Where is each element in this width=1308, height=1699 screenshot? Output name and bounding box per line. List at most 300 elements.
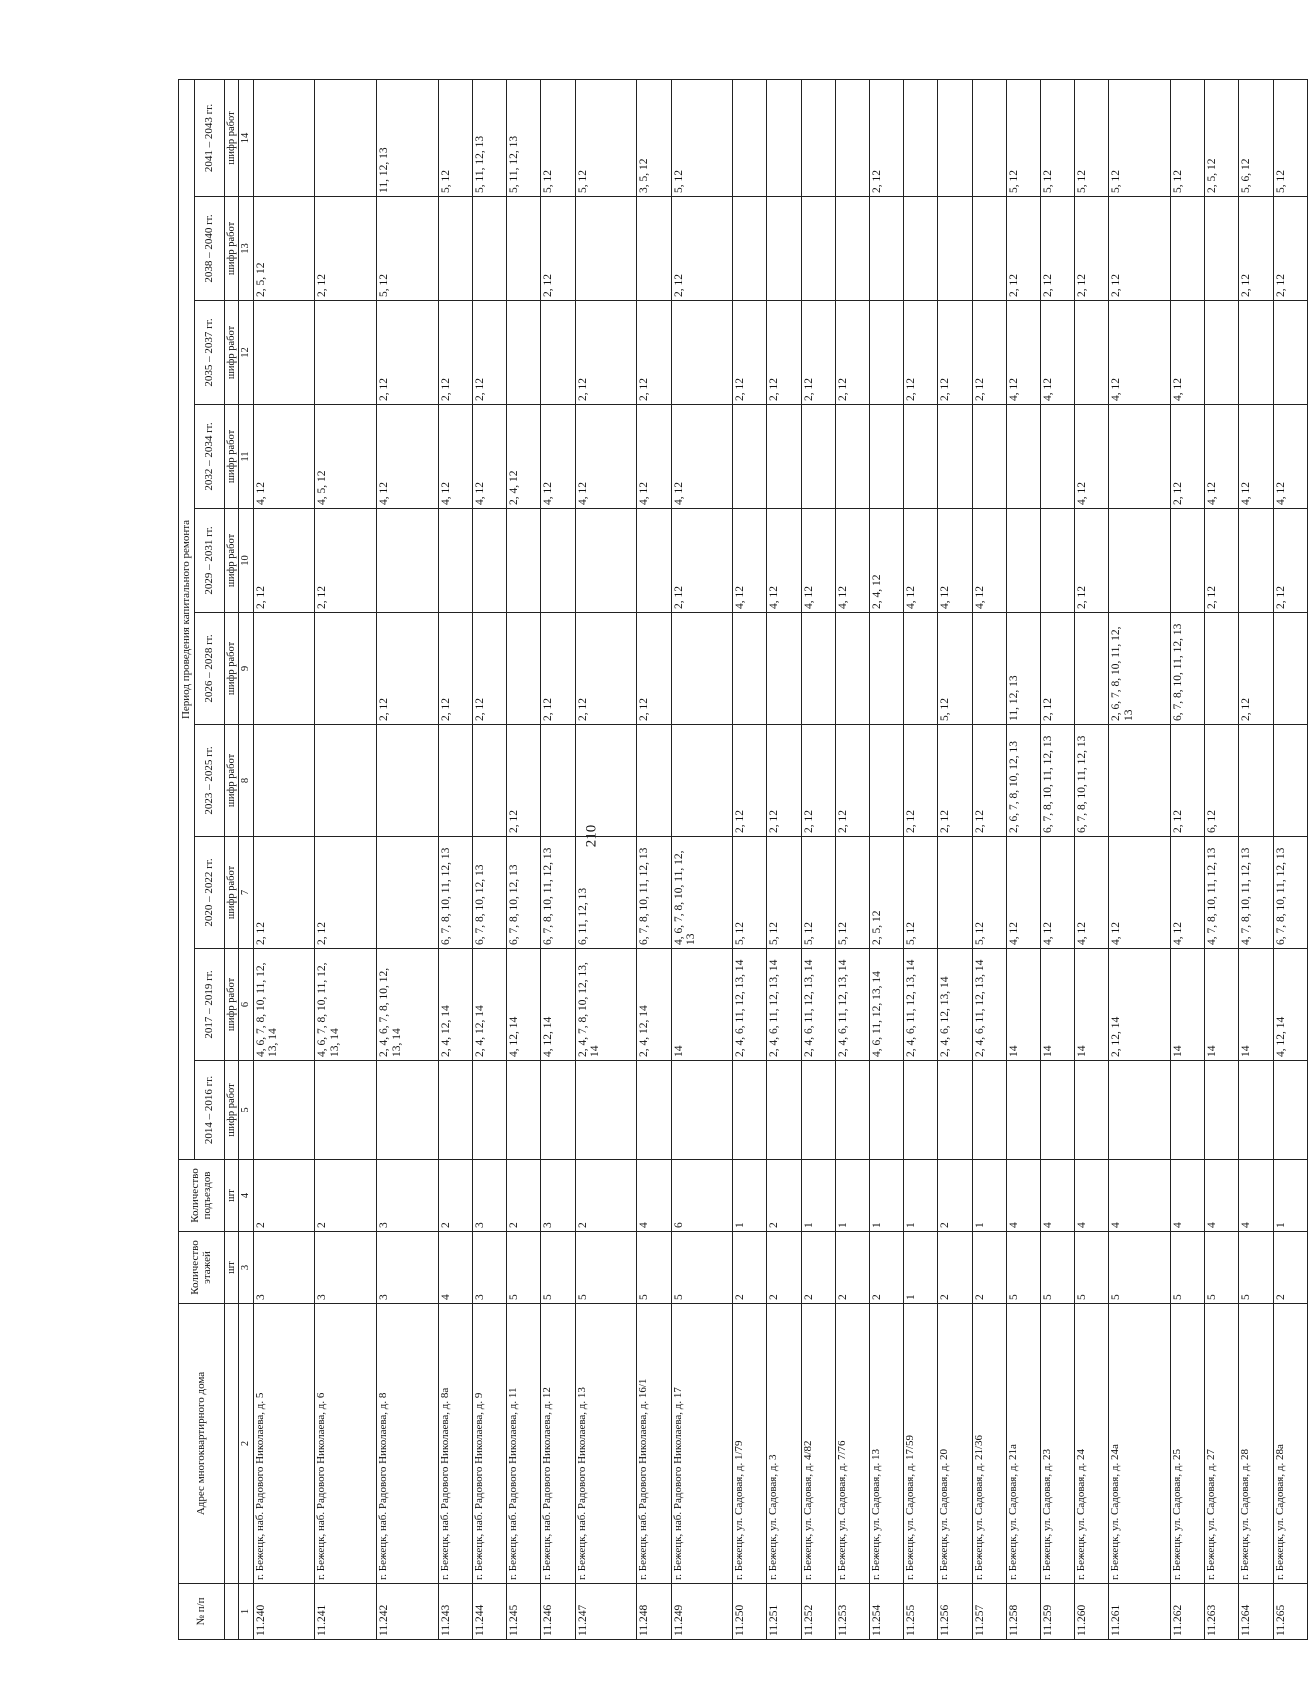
header-col-number: 6: [239, 949, 253, 1061]
header-col-number: 11: [239, 405, 253, 509]
row-number: 11.248: [637, 1584, 671, 1640]
floors-cell: 2: [938, 1232, 972, 1304]
header-period-3: 2020 – 2022 гг.: [195, 837, 225, 949]
work-code-cell: 2, 4, 12, 14: [637, 949, 671, 1061]
header-period-7: 2032 – 2034 гг.: [195, 405, 225, 509]
address-cell: г. Бежецк, ул. Садовая, д. 28: [1239, 1304, 1273, 1584]
work-code-cell: [575, 509, 637, 613]
page-number: 210: [583, 824, 600, 848]
work-code-cell: 4, 6, 11, 12, 13, 14: [870, 949, 904, 1061]
work-code-cell: 2, 12: [377, 301, 439, 405]
work-code-cell: [904, 1061, 938, 1160]
work-code-cell: 2, 5, 12: [870, 837, 904, 949]
work-code-cell: 14: [1171, 949, 1205, 1061]
work-code-cell: 5, 12: [1040, 79, 1074, 196]
work-code-cell: 2, 12: [315, 197, 377, 301]
work-code-cell: [1040, 1061, 1074, 1160]
work-code-cell: [473, 509, 507, 613]
entrances-cell: 3: [541, 1160, 575, 1232]
work-code-cell: [1075, 613, 1109, 725]
work-code-cell: 4, 12: [1075, 405, 1109, 509]
work-code-cell: 5, 12: [1109, 79, 1171, 196]
header-unit-work: шифр работ: [225, 725, 239, 837]
address-cell: г. Бежецк, ул. Садовая, д. 3: [767, 1304, 801, 1584]
work-code-cell: 2, 12: [575, 301, 637, 405]
work-code-cell: 4, 7, 8, 10, 11, 12, 13: [1239, 837, 1273, 949]
work-code-cell: 2, 4, 12: [507, 405, 541, 509]
entrances-cell: 4: [1109, 1160, 1171, 1232]
work-code-cell: [507, 1061, 541, 1160]
work-code-cell: 6, 7, 8, 10, 11, 12, 13: [438, 837, 472, 949]
row-number: 11.254: [870, 1584, 904, 1640]
address-cell: г. Бежецк, наб. Радового Николаева, д. 9: [473, 1304, 507, 1584]
work-code-cell: 5, 11, 12, 13: [507, 79, 541, 196]
address-cell: г. Бежецк, ул. Садовая, д. 21а: [1006, 1304, 1040, 1584]
header-unit-work: шифр работ: [225, 949, 239, 1061]
entrances-cell: 4: [637, 1160, 671, 1232]
work-code-cell: [315, 725, 377, 837]
work-code-cell: 4, 6, 7, 8, 10, 11, 12, 13: [671, 837, 733, 949]
work-code-cell: [1273, 1061, 1307, 1160]
header-unit-entrances: шт: [225, 1160, 239, 1232]
work-code-cell: [377, 1061, 439, 1160]
work-code-cell: [938, 837, 972, 949]
work-code-cell: 4, 12: [1006, 837, 1040, 949]
address-cell: г. Бежецк, ул. Садовая, д. 21/36: [972, 1304, 1006, 1584]
row-number: 11.259: [1040, 1584, 1074, 1640]
work-code-cell: [1205, 197, 1239, 301]
work-code-cell: [575, 1061, 637, 1160]
entrances-cell: 2: [438, 1160, 472, 1232]
work-code-cell: 5, 12: [671, 79, 733, 196]
entrances-cell: 4: [1075, 1160, 1109, 1232]
work-code-cell: 14: [1239, 949, 1273, 1061]
work-code-cell: 4, 12: [377, 405, 439, 509]
work-code-cell: 2, 12: [1273, 197, 1307, 301]
floors-cell: 2: [870, 1232, 904, 1304]
entrances-cell: 1: [1273, 1160, 1307, 1232]
work-code-cell: 4, 12: [637, 405, 671, 509]
work-code-cell: 4, 12: [253, 405, 315, 509]
work-code-cell: [835, 613, 869, 725]
work-code-cell: [473, 1061, 507, 1160]
header-unit-blank: [225, 1304, 239, 1584]
work-code-cell: 2, 12: [575, 613, 637, 725]
work-code-cell: 2, 12: [637, 613, 671, 725]
work-code-cell: [541, 301, 575, 405]
table-row: [733, 79, 767, 1639]
floors-cell: 5: [637, 1232, 671, 1304]
header-unit-work: шифр работ: [225, 613, 239, 725]
work-code-cell: [1109, 405, 1171, 509]
table-row: [1075, 79, 1109, 1639]
header-col-period: Период проведения капитального ремонта: [179, 79, 195, 1159]
work-code-cell: 2, 12: [438, 301, 472, 405]
header-col-no: № п/п: [179, 1584, 225, 1640]
work-code-cell: 3, 5, 12: [637, 79, 671, 196]
work-code-cell: 2, 4, 6, 11, 12, 13, 14: [835, 949, 869, 1061]
row-number: 11.253: [835, 1584, 869, 1640]
work-code-cell: 2, 4, 6, 11, 12, 13, 14: [733, 949, 767, 1061]
work-code-cell: 6, 7, 8, 10, 11, 12, 13: [1040, 725, 1074, 837]
work-code-cell: 2, 5, 12: [1205, 79, 1239, 196]
work-code-cell: [575, 725, 637, 837]
table-row: [938, 79, 972, 1639]
row-number: 11.256: [938, 1584, 972, 1640]
work-code-cell: 5, 12: [1075, 79, 1109, 196]
work-code-cell: [671, 725, 733, 837]
row-number: 11.255: [904, 1584, 938, 1640]
work-code-cell: 5, 12: [1171, 79, 1205, 196]
work-code-cell: 2, 12: [377, 613, 439, 725]
entrances-cell: 2: [253, 1160, 315, 1232]
work-code-cell: [253, 301, 315, 405]
work-code-cell: 5, 12: [575, 79, 637, 196]
work-code-cell: 2, 12: [1205, 509, 1239, 613]
header-unit-work: шифр работ: [225, 301, 239, 405]
work-code-cell: [1171, 1061, 1205, 1160]
work-code-cell: [904, 197, 938, 301]
work-code-cell: [1006, 509, 1040, 613]
work-code-cell: 4, 6, 7, 8, 10, 11, 12, 13, 14: [253, 949, 315, 1061]
work-code-cell: 5, 12: [972, 837, 1006, 949]
work-code-cell: 5, 12: [938, 613, 972, 725]
entrances-cell: 4: [1239, 1160, 1273, 1232]
table-row: [438, 79, 472, 1639]
work-code-cell: 4, 12: [938, 509, 972, 613]
work-code-cell: 2, 4, 12, 14: [473, 949, 507, 1061]
work-code-cell: 4, 12: [575, 405, 637, 509]
work-code-cell: [671, 1061, 733, 1160]
table-row: [1205, 79, 1239, 1639]
work-code-cell: 2, 12: [1075, 197, 1109, 301]
work-code-cell: 2, 5, 12: [253, 197, 315, 301]
table-row: [541, 79, 575, 1639]
floors-cell: 2: [801, 1232, 835, 1304]
work-code-cell: 4, 12: [801, 509, 835, 613]
work-code-cell: [1109, 1061, 1171, 1160]
work-code-cell: 4, 12: [438, 405, 472, 509]
table-row: [253, 79, 315, 1639]
entrances-cell: 1: [835, 1160, 869, 1232]
row-number: 11.260: [1075, 1584, 1109, 1640]
row-number: 11.257: [972, 1584, 1006, 1640]
address-cell: г. Бежецк, наб. Радового Николаева, д. 8а: [438, 1304, 472, 1584]
work-code-cell: [377, 725, 439, 837]
header-period-6: 2029 – 2031 гг.: [195, 509, 225, 613]
work-code-cell: 11, 12, 13: [1006, 613, 1040, 725]
header-col-number: 9: [239, 613, 253, 725]
work-code-cell: 4, 12: [904, 509, 938, 613]
address-cell: г. Бежецк, ул. Садовая, д. 25: [1171, 1304, 1205, 1584]
work-code-cell: 4, 12: [1171, 301, 1205, 405]
work-code-cell: 5, 12: [835, 837, 869, 949]
work-code-cell: [801, 1061, 835, 1160]
address-cell: г. Бежецк, ул. Садовая, д. 24а: [1109, 1304, 1171, 1584]
work-code-cell: [972, 79, 1006, 196]
work-code-cell: 5, 12: [767, 837, 801, 949]
work-code-cell: [904, 79, 938, 196]
table-row: [801, 79, 835, 1639]
work-code-cell: 4, 12: [733, 509, 767, 613]
table-row: [870, 79, 904, 1639]
work-code-cell: 2, 12: [1171, 725, 1205, 837]
work-code-cell: [835, 197, 869, 301]
work-code-cell: [767, 405, 801, 509]
table-row: [1171, 79, 1205, 1639]
header-unit-work: шифр работ: [225, 837, 239, 949]
work-code-cell: [801, 405, 835, 509]
work-code-cell: [253, 725, 315, 837]
work-code-cell: 14: [1006, 949, 1040, 1061]
work-code-cell: 2, 4, 6, 11, 12, 13, 14: [904, 949, 938, 1061]
table-row: [1273, 79, 1307, 1639]
work-code-cell: 2, 12: [801, 725, 835, 837]
work-code-cell: 2, 4, 6, 11, 12, 13, 14: [767, 949, 801, 1061]
address-cell: г. Бежецк, ул. Садовая, д. 20: [938, 1304, 972, 1584]
entrances-cell: 6: [671, 1160, 733, 1232]
entrances-cell: 4: [1205, 1160, 1239, 1232]
address-cell: г. Бежецк, наб. Радового Николаева, д. 12: [541, 1304, 575, 1584]
entrances-cell: 1: [870, 1160, 904, 1232]
work-code-cell: [835, 1061, 869, 1160]
work-code-cell: 2, 12: [733, 301, 767, 405]
work-code-cell: [438, 509, 472, 613]
work-code-cell: 5, 12: [541, 79, 575, 196]
work-code-cell: [938, 405, 972, 509]
work-code-cell: 2, 4, 6, 11, 12, 13, 14: [972, 949, 1006, 1061]
work-code-cell: 2, 4, 12: [870, 509, 904, 613]
row-number: 11.251: [767, 1584, 801, 1640]
work-code-cell: [1239, 509, 1273, 613]
work-code-cell: 5, 12: [1006, 79, 1040, 196]
row-number: 11.240: [253, 1584, 315, 1640]
row-number: 11.263: [1205, 1584, 1239, 1640]
header-unit-work: шифр работ: [225, 405, 239, 509]
address-cell: г. Бежецк, ул. Садовая, д. 1/79: [733, 1304, 767, 1584]
entrances-cell: 4: [1040, 1160, 1074, 1232]
work-code-cell: 2, 12: [733, 725, 767, 837]
work-code-cell: [870, 1061, 904, 1160]
table-row: [1006, 79, 1040, 1639]
address-cell: г. Бежецк, ул. Садовая, д. 23: [1040, 1304, 1074, 1584]
work-code-cell: [253, 613, 315, 725]
work-code-cell: [767, 1061, 801, 1160]
entrances-cell: 2: [767, 1160, 801, 1232]
header-col-number: 13: [239, 197, 253, 301]
work-code-cell: 2, 12: [1239, 613, 1273, 725]
work-code-cell: 4, 12: [1239, 405, 1273, 509]
header-col-entrances: Количество подъездов: [179, 1160, 225, 1232]
work-code-cell: 4, 12: [1040, 837, 1074, 949]
entrances-cell: 1: [733, 1160, 767, 1232]
work-code-cell: [1239, 725, 1273, 837]
work-code-cell: 2, 12: [835, 301, 869, 405]
address-cell: г. Бежецк, ул. Садовая, д. 27: [1205, 1304, 1239, 1584]
work-code-cell: 2, 12: [507, 725, 541, 837]
work-code-cell: 2, 12: [767, 301, 801, 405]
row-number: 11.258: [1006, 1584, 1040, 1640]
header-unit-work: шифр работ: [225, 79, 239, 196]
floors-cell: 2: [972, 1232, 1006, 1304]
work-code-cell: 5, 6, 12: [1239, 79, 1273, 196]
address-cell: г. Бежецк, наб. Радового Николаева, д. 8: [377, 1304, 439, 1584]
work-code-cell: [671, 613, 733, 725]
work-code-cell: 4, 12, 14: [541, 949, 575, 1061]
work-code-cell: 6, 7, 8, 10, 11, 12, 13: [1075, 725, 1109, 837]
work-code-cell: 5, 12: [1273, 79, 1307, 196]
row-number: 11.264: [1239, 1584, 1273, 1640]
work-code-cell: 6, 7, 8, 10, 11, 12, 13: [1273, 837, 1307, 949]
table-body: [253, 79, 1307, 1639]
work-code-cell: [1273, 725, 1307, 837]
work-code-cell: 6, 11, 12, 13: [575, 837, 637, 949]
table-row: [575, 79, 637, 1639]
entrances-cell: 3: [473, 1160, 507, 1232]
header-period-10: 2041 – 2043 гг.: [195, 79, 225, 196]
work-code-cell: 2, 12: [315, 837, 377, 949]
work-code-cell: [1075, 301, 1109, 405]
table-wrapper: [178, 80, 1308, 1640]
work-code-cell: 2, 12: [541, 197, 575, 301]
header-unit-work: шифр работ: [225, 1061, 239, 1160]
header-period-2: 2017 – 2019 гг.: [195, 949, 225, 1061]
work-code-cell: 4, 6, 7, 8, 10, 11, 12, 13, 14: [315, 949, 377, 1061]
floors-cell: 3: [473, 1232, 507, 1304]
entrances-cell: 1: [801, 1160, 835, 1232]
work-code-cell: 5, 12: [733, 837, 767, 949]
work-code-cell: 2, 12: [1273, 509, 1307, 613]
header-period-1: 2014 – 2016 гг.: [195, 1061, 225, 1160]
table-row: [1109, 79, 1171, 1639]
table-row: [671, 79, 733, 1639]
work-code-cell: [938, 197, 972, 301]
work-code-cell: 14: [1075, 949, 1109, 1061]
work-code-cell: [801, 197, 835, 301]
floors-cell: 2: [767, 1232, 801, 1304]
work-code-cell: [1006, 405, 1040, 509]
work-code-cell: [1205, 613, 1239, 725]
floors-cell: 5: [1075, 1232, 1109, 1304]
header-col-number: 1: [239, 1584, 253, 1640]
work-code-cell: 2, 12: [904, 725, 938, 837]
work-code-cell: [637, 725, 671, 837]
work-code-cell: [1171, 197, 1205, 301]
floors-cell: 5: [1239, 1232, 1273, 1304]
entrances-cell: 1: [904, 1160, 938, 1232]
work-code-cell: 4, 12: [972, 509, 1006, 613]
floors-cell: 2: [835, 1232, 869, 1304]
work-code-cell: 2, 12: [473, 613, 507, 725]
header-period-8: 2035 – 2037 гг.: [195, 301, 225, 405]
address-cell: г. Бежецк, ул. Садовая, д. 13: [870, 1304, 904, 1584]
entrances-cell: 1: [972, 1160, 1006, 1232]
work-code-cell: 6, 12: [1205, 725, 1239, 837]
table-row: [1040, 79, 1074, 1639]
floors-cell: 5: [1040, 1232, 1074, 1304]
floors-cell: 3: [315, 1232, 377, 1304]
address-cell: г. Бежецк, наб. Радового Николаева, д. 16/1: [637, 1304, 671, 1584]
work-code-cell: [733, 79, 767, 196]
work-code-cell: 4, 12: [767, 509, 801, 613]
work-code-cell: [1040, 405, 1074, 509]
work-code-cell: 2, 12: [904, 301, 938, 405]
entrances-cell: 4: [1006, 1160, 1040, 1232]
work-code-cell: 6, 7, 8, 10, 11, 12, 13: [637, 837, 671, 949]
work-code-cell: [377, 509, 439, 613]
work-code-cell: [315, 1061, 377, 1160]
work-code-cell: 4, 12: [541, 405, 575, 509]
address-cell: г. Бежецк, наб. Радового Николаева, д. 11: [507, 1304, 541, 1584]
work-code-cell: 5, 12: [438, 79, 472, 196]
work-code-cell: 4, 12, 14: [1273, 949, 1307, 1061]
repair-schedule-table: [178, 79, 1308, 1640]
address-cell: г. Бежецк, наб. Радового Николаева, д. 5: [253, 1304, 315, 1584]
work-code-cell: [637, 197, 671, 301]
work-code-cell: 14: [1205, 949, 1239, 1061]
entrances-cell: 2: [938, 1160, 972, 1232]
work-code-cell: [473, 197, 507, 301]
work-code-cell: 2, 12: [972, 725, 1006, 837]
work-code-cell: 2, 12: [253, 837, 315, 949]
work-code-cell: 2, 6, 7, 8, 10, 12, 13: [1006, 725, 1040, 837]
row-number: 11.252: [801, 1584, 835, 1640]
work-code-cell: [1239, 1061, 1273, 1160]
floors-cell: 2: [1273, 1232, 1307, 1304]
work-code-cell: [1273, 301, 1307, 405]
work-code-cell: 2, 12: [972, 301, 1006, 405]
table-row: [377, 79, 439, 1639]
work-code-cell: [315, 79, 377, 196]
header-col-address: Адрес многоквартирного дома: [179, 1304, 225, 1584]
work-code-cell: 4, 12: [473, 405, 507, 509]
row-number: 11.265: [1273, 1584, 1307, 1640]
work-code-cell: [438, 1061, 472, 1160]
work-code-cell: 2, 12: [671, 197, 733, 301]
work-code-cell: 2, 12: [541, 613, 575, 725]
table-row: [315, 79, 377, 1639]
work-code-cell: [767, 197, 801, 301]
floors-cell: 2: [733, 1232, 767, 1304]
work-code-cell: [541, 509, 575, 613]
work-code-cell: 2, 4, 6, 11, 12, 13, 14: [801, 949, 835, 1061]
address-cell: г. Бежецк, наб. Радового Николаева, д. 6: [315, 1304, 377, 1584]
table-row: [637, 79, 671, 1639]
address-cell: г. Бежецк, наб. Радового Николаева, д. 17: [671, 1304, 733, 1584]
work-code-cell: [767, 79, 801, 196]
row-number: 11.244: [473, 1584, 507, 1640]
work-code-cell: [870, 405, 904, 509]
work-code-cell: [801, 79, 835, 196]
row-number: 11.243: [438, 1584, 472, 1640]
row-number: 11.246: [541, 1584, 575, 1640]
work-code-cell: [1006, 1061, 1040, 1160]
work-code-cell: [1040, 509, 1074, 613]
address-cell: г. Бежецк, наб. Радового Николаева, д. 13: [575, 1304, 637, 1584]
work-code-cell: [1109, 509, 1171, 613]
address-cell: г. Бежецк, ул. Садовая, д. 17/59: [904, 1304, 938, 1584]
work-code-cell: [315, 613, 377, 725]
floors-cell: 3: [253, 1232, 315, 1304]
work-code-cell: [1171, 509, 1205, 613]
floors-cell: 5: [1006, 1232, 1040, 1304]
work-code-cell: 2, 12: [835, 725, 869, 837]
header-col-number: 10: [239, 509, 253, 613]
work-code-cell: [938, 1061, 972, 1160]
address-cell: г. Бежецк, ул. Садовая, д. 7/76: [835, 1304, 869, 1584]
work-code-cell: 4, 12: [1205, 405, 1239, 509]
work-code-cell: [1239, 301, 1273, 405]
